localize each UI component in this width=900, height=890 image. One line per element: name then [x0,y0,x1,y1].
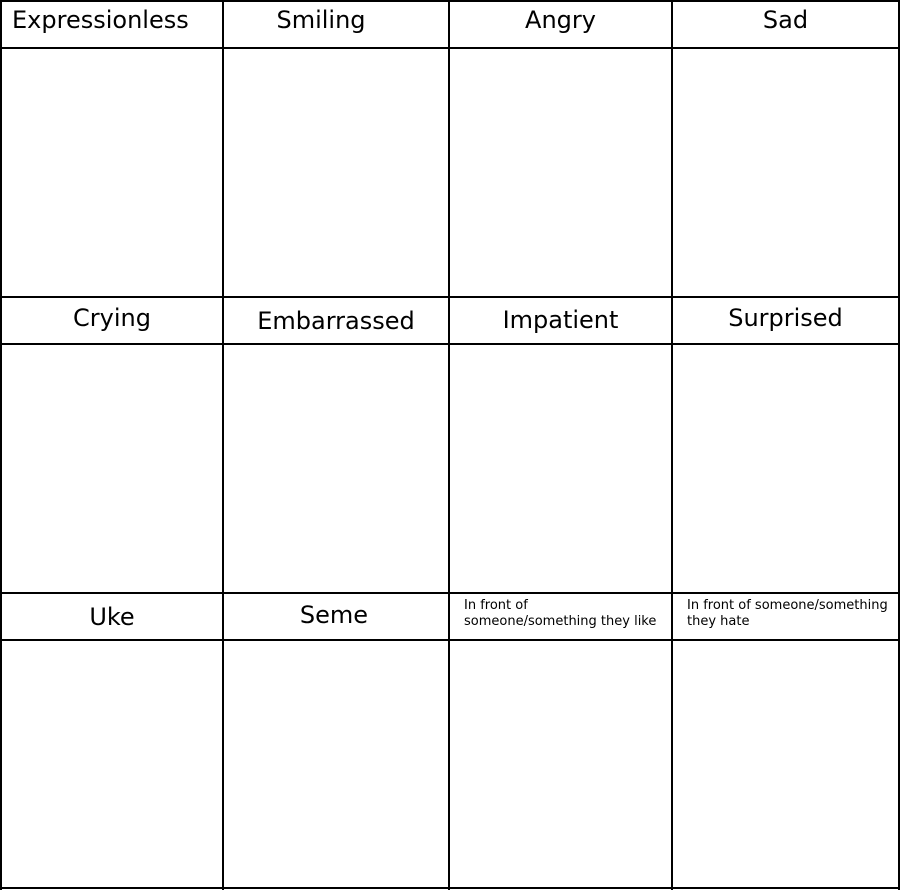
grid-line-bottom [0,887,900,889]
label-embarrassed: Embarrassed [257,307,415,335]
drawing-panel-angry[interactable] [450,49,671,296]
label-uke: Uke [89,603,135,631]
drawing-panel-impatient[interactable] [450,345,671,592]
label-in-front-of-someone-they-hate: In front of someone/something they hate [687,598,888,629]
drawing-panel-surprised[interactable] [673,345,898,592]
drawing-panel-they-like[interactable] [450,641,671,887]
drawing-panel-they-hate[interactable] [673,641,898,887]
label-sad: Sad [762,6,809,34]
drawing-panel-expressionless[interactable] [2,49,222,296]
label-expressionless: Expressionless [12,6,189,34]
drawing-panel-uke[interactable] [2,641,222,887]
drawing-panel-seme[interactable] [224,641,448,887]
label-smiling: Smiling [276,6,366,34]
label-seme: Seme [299,601,369,629]
drawing-panel-crying[interactable] [2,345,222,592]
label-impatient: Impatient [502,306,619,334]
label-angry: Angry [525,6,596,34]
label-crying: Crying [73,304,151,332]
drawing-panel-sad[interactable] [673,49,898,296]
label-in-front-of-someone-they-like: In front of someone/something they like [464,598,657,629]
drawing-panel-embarrassed[interactable] [224,345,448,592]
drawing-panel-smiling[interactable] [224,49,448,296]
label-surprised: Surprised [728,304,843,332]
